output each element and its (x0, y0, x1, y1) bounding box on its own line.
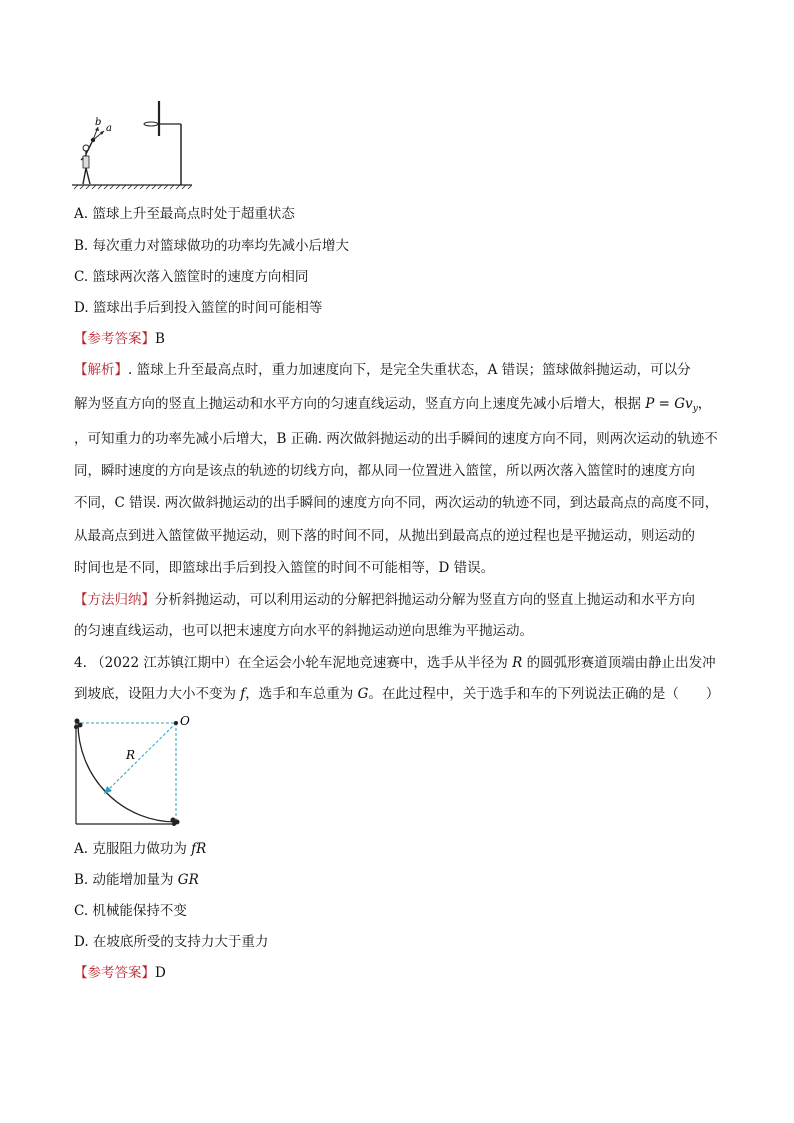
method-line-1 (74, 590, 734, 610)
q4-text-1a: 4. （2022 江苏镇江期中）在全运会小轮车泥地竞速赛中，选手从半径为 (74, 655, 513, 671)
q4-option-a-math: fR (191, 841, 207, 857)
figure2-label-O: O (180, 714, 190, 728)
answer-value-q4: D (155, 965, 166, 981)
q4-text-1b: 的圆弧形赛道顶端由静止出发冲 (522, 655, 716, 671)
q4-option-b (74, 870, 734, 890)
q4-text-2c: 。在此过程中，关于选手和车的下列说法正确的是（ ） (368, 686, 720, 702)
q4-option-a (74, 839, 734, 859)
power-formula (645, 396, 711, 412)
answer-tag: 【参考答案】 (74, 331, 155, 347)
q4-stem-line-2 (74, 684, 734, 704)
analysis-text-2: 解为竖直方向的竖直上抛运动和水平方向的匀速直线运动，竖直方向上速度先减小后增大，根据 (74, 396, 641, 412)
figure2-label-R: R (126, 748, 136, 762)
q4-option-b-math: GR (177, 872, 199, 888)
q4-var-R: R (512, 655, 523, 671)
q3-option-c: C. 篮球两次落入篮筐时的速度方向相同 (74, 269, 309, 285)
q3-answer (74, 329, 734, 349)
answer-tag-q4: 【参考答案】 (74, 965, 155, 981)
analysis-line-6: 从最高点到进入篮筐做平抛运动，则下落的时间不同，从抛出到最高点的逆过程也是平抛运动，则运动的 (74, 528, 695, 544)
q4-option-b-text: B. 动能增加量为 (74, 872, 178, 888)
q4-text-2b: ，选手和车总重为 (245, 686, 358, 702)
analysis-line-1 (74, 360, 734, 380)
arc-track-figure (70, 712, 190, 830)
q4-option-a-text: A. 克服阻力做功为 (74, 841, 192, 857)
q4-stem-line-1 (74, 653, 734, 673)
q3-option-b: B. 每次重力对篮球做功的功率均先减小后增大 (74, 238, 350, 254)
basketball-figure (70, 98, 195, 190)
q4-option-d: D. 在坡底所受的支持力大于重力 (74, 934, 269, 950)
method-line-2: 的匀速直线运动，也可以把末速度方向水平的斜抛运动逆向思维为平抛运动。 (74, 623, 533, 639)
figure1-label-b: b (95, 117, 102, 128)
q4-option-c: C. 机械能保持不变 (74, 903, 187, 919)
method-tag: 【方法归纳】 (74, 592, 155, 608)
answer-value: B (155, 331, 165, 347)
q4-var-f: f (240, 686, 246, 702)
formula-tail: ， (697, 396, 712, 412)
method-text-1: 分析斜抛运动，可以利用运动的分解把斜抛运动分解为竖直方向的竖直上抛运动和水平方向 (155, 592, 695, 608)
figure1-label-a: a (106, 123, 112, 134)
formula-sub: y (692, 404, 698, 414)
q3-option-d: D. 篮球出手后到投入篮筐的时间可能相等 (74, 300, 323, 316)
analysis-tag: 【解析】 (74, 362, 128, 378)
q4-var-G: G (357, 686, 369, 702)
q4-text-2a: 到坡底，设阻力大小不变为 (74, 686, 241, 702)
analysis-line-4: 同，瞬时速度的方向是该点的轨迹的切线方向，都从同一位置进入篮筐，所以两次落入篮筐时的速度方向 (74, 463, 695, 479)
analysis-line-7: 时间也是不同，即篮球出手后到投入篮筐的时间不可能相等，D 错误。 (74, 560, 495, 576)
analysis-line-2 (74, 394, 734, 419)
q3-option-a: A. 篮球上升至最高点时处于超重状态 (74, 206, 295, 222)
formula-main: P = Gv (645, 396, 693, 412)
analysis-line-3: ，可知重力的功率先减小后增大，B 正确. 两次做斜抛运动的出手瞬间的速度方向不同，则两次运动的轨迹不 (74, 431, 718, 447)
analysis-text-1: . 篮球上升至最高点时，重力加速度向下，是完全失重状态，A 错误；篮球做斜抛运动，可以分 (128, 362, 691, 378)
q4-answer (74, 963, 734, 983)
analysis-line-5: 不同，C 错误. 两次做斜抛运动的出手瞬间的速度方向不同，两次运动的轨迹不同，到达最高点的高度不同， (74, 495, 719, 511)
